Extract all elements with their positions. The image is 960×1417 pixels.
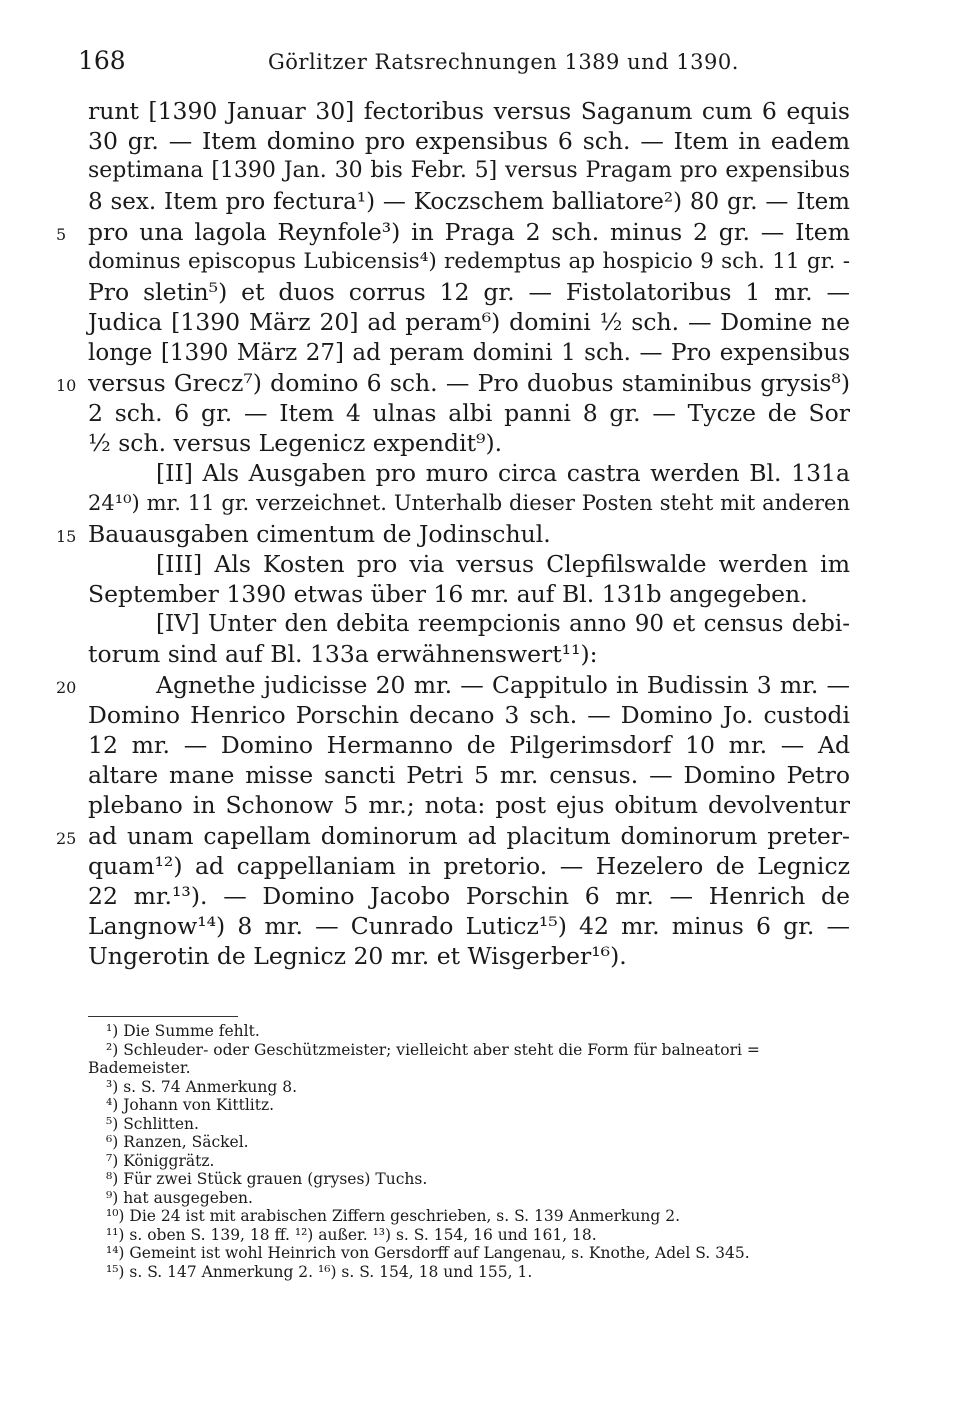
text-line	[88, 790, 850, 820]
main-text	[56, 96, 850, 971]
text-line	[88, 911, 850, 941]
line-text: 22 mr.¹³). — Domino Jacobo Porschin 6 mr. — Henrich de	[88, 881, 850, 910]
text-line	[88, 579, 850, 609]
line-number: 15	[56, 526, 77, 546]
text-line	[88, 458, 850, 488]
footnote: ¹¹) s. oben S. 139, 18 ff. ¹²) außer. ¹³) s. S. 154, 16 und 161, 18.	[106, 1225, 597, 1244]
text-line	[88, 639, 850, 669]
line-text: Judica [1390 März 20] ad peram⁶) domini ½ sch. — Domine ne	[88, 308, 850, 337]
text-line	[88, 156, 850, 186]
line-text: Bauausgaben cimentum de Jodinschul.	[88, 519, 551, 548]
text-line	[88, 700, 850, 730]
line-text: 2 sch. 6 gr. — Item 4 ulnas albi panni 8 gr. — Tycze de Sor	[88, 398, 850, 427]
text-line	[88, 96, 850, 126]
page-header	[78, 40, 848, 80]
footnote: ⁵) Schlitten.	[106, 1114, 199, 1133]
text-line	[88, 941, 850, 971]
line-text: ad unam capellam dominorum ad placitum dominorum preter-	[88, 821, 850, 850]
line-text: Domino Henrico Porschin decano 3 sch. — Domino Jo. custodi	[88, 700, 850, 729]
footnote: ¹⁰) Die 24 ist mit arabischen Ziffern geschrieben, s. S. 139 Anmerkung 2.	[106, 1207, 680, 1225]
line-text: [III] Als Kosten pro via versus Clepfilswalde werden im	[156, 549, 850, 578]
footnote: ²) Schleuder- oder Geschützmeister; vielleicht aber steht die Form für balneatori =	[106, 1040, 760, 1059]
line-text: quam¹²) ad cappellaniam in pretorio. — Hezelero de Legnicz	[88, 851, 850, 880]
text-line	[56, 670, 850, 700]
page-number: 168	[78, 46, 126, 75]
line-number: 10	[56, 375, 77, 395]
text-line	[88, 398, 850, 428]
text-line	[56, 821, 850, 851]
text-line	[88, 609, 850, 639]
text-line	[56, 368, 850, 398]
footnote: ³) s. S. 74 Anmerkung 8.	[106, 1077, 298, 1096]
text-line	[88, 307, 850, 337]
line-text: 30 gr. — Item domino pro expensibus 6 sch. — Item in eadem	[88, 127, 850, 156]
line-text: torum sind auf Bl. 133a erwähnenswert¹¹):	[88, 640, 598, 669]
line-text: September 1390 etwas über 16 mr. auf Bl. 131b angegeben.	[88, 580, 808, 608]
footnote: ¹⁴) Gemeint ist wohl Heinrich von Gersdorff auf Langenau, s. Knothe, Adel S. 345.	[106, 1244, 750, 1262]
line-text: dominus episcopus Lubicensis⁴) redemptus ap hospicio 9 sch. 11 gr. -	[88, 248, 850, 274]
text-line	[88, 428, 850, 458]
line-text: 12 mr. — Domino Hermanno de Pilgerimsdorf 10 mr. — Ad	[88, 730, 850, 759]
line-text: plebano in Schonow 5 mr.; nota: post ejus obitum devolventur	[88, 791, 850, 820]
text-line	[88, 549, 850, 579]
line-text: runt [1390 Januar 30] fectoribus versus Saganum cum 6 equis	[88, 97, 850, 125]
line-text: Agnethe judicisse 20 mr. — Cappitulo in Budissin 3 mr. —	[156, 670, 850, 699]
footnote: ⁴) Johann von Kittlitz.	[106, 1096, 275, 1114]
text-line	[56, 519, 850, 549]
line-text: versus Grecz⁷) domino 6 sch. — Pro duobus staminibus grysis⁸)	[88, 368, 850, 397]
line-number: 5	[56, 224, 67, 244]
footnote: ⁶) Ranzen, Säckel.	[106, 1133, 249, 1151]
text-line	[88, 760, 850, 790]
footnote: ⁷) Königgrätz.	[106, 1151, 215, 1170]
line-text: 8 sex. Item pro fectura¹) — Koczschem balliatore²) 80 gr. — Item	[88, 188, 850, 215]
footnotes	[88, 1022, 828, 1281]
line-text: Pro sletin⁵) et duos corrus 12 gr. — Fistolatoribus 1 mr. —	[88, 278, 850, 307]
line-text: septimana [1390 Jan. 30 bis Febr. 5] versus Pragam pro expensibus	[88, 158, 850, 184]
footnote: ¹⁵) s. S. 147 Anmerkung 2. ¹⁶) s. S. 154, 18 und 155, 1.	[106, 1262, 533, 1281]
text-line	[88, 881, 850, 911]
footnote: ¹) Die Summe fehlt.	[106, 1022, 260, 1040]
line-text: pro una lagola Reynfole³) in Praga 2 sch. minus 2 gr. — Item	[88, 217, 850, 246]
text-line	[88, 338, 850, 368]
line-text: 24¹⁰) mr. 11 gr. verzeichnet. Unterhalb dieser Posten steht mit anderen	[88, 491, 850, 516]
text-line	[88, 488, 850, 518]
footnote-divider	[88, 1016, 238, 1017]
footnote: Bademeister.	[88, 1059, 191, 1077]
text-line	[88, 730, 850, 760]
footnote: ⁸) Für zwei Stück grauen (gryses) Tuchs.	[106, 1170, 428, 1188]
line-number: 20	[56, 677, 77, 697]
line-text: Ungerotin de Legnicz 20 mr. et Wisgerber¹⁶).	[88, 942, 627, 971]
text-line	[88, 247, 850, 277]
text-line	[88, 126, 850, 156]
line-text: ½ sch. versus Legenicz expendit⁹).	[88, 429, 503, 458]
line-text: longe [1390 März 27] ad peram domini 1 sch. — Pro expensibus	[88, 339, 850, 366]
line-text: Langnow¹⁴) 8 mr. — Cunrado Luticz¹⁵) 42 mr. minus 6 gr. —	[88, 912, 850, 941]
running-title: Görlitzer Ratsrechnungen 1389 und 1390.	[268, 50, 739, 74]
line-number: 25	[56, 828, 77, 848]
text-line	[88, 187, 850, 217]
line-text: [II] Als Ausgaben pro muro circa castra werden Bl. 131a	[156, 459, 850, 488]
line-text: altare mane misse sancti Petri 5 mr. census. — Domino Petro	[88, 761, 850, 790]
text-line	[88, 851, 850, 881]
footnote: ⁹) hat ausgegeben.	[106, 1188, 253, 1207]
line-text: [IV] Unter den debita reempcionis anno 90 et census debi-	[156, 611, 850, 638]
text-line	[56, 217, 850, 247]
text-line	[88, 277, 850, 307]
